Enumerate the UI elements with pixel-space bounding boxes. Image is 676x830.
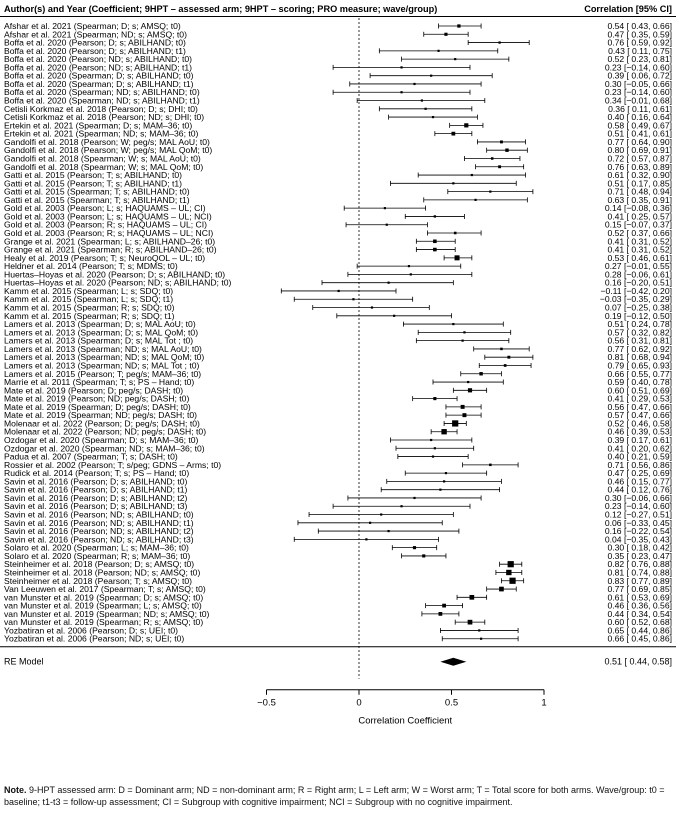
study-ci-text: 0.27 [−0.01, 0.55] [604,261,672,272]
study-ci-text: 0.23 [−0.14, 0.60] [604,62,672,73]
study-label: Rudick et al. 2014 (Pearson; T; s; PS – Hand; t0) [4,468,190,479]
study-label: Savin et al. 2016 (Pearson; ND; s; ABILHAND; t2) [4,526,194,537]
x-tick-label: −0.5 [257,697,276,709]
study-ci-text: 0.15 [−0.07, 0.37] [604,219,672,230]
point-estimate [462,413,466,417]
note-prefix: Note. [4,785,27,795]
point-estimate [430,439,432,441]
study-label: Huertas–Hoyas et al. 2020 (Pearson; ND; s; ABILHAND; t0) [4,277,232,288]
study-ci-text: 0.76 [ 0.63, 0.89] [607,161,672,172]
study-ci-text: 0.30 [−0.05, 0.66] [604,78,672,89]
point-estimate [400,66,402,68]
study-ci-text: 0.47 [ 0.25, 0.69] [607,468,672,479]
study-label: Savin et al. 2016 (Pearson; D; s; ABILHAND; t2) [4,492,188,503]
study-label: van Munster et al. 2019 (Spearman; ND; s; AMSQ; t0) [4,608,210,619]
point-estimate [457,24,460,27]
point-estimate [451,132,455,136]
point-estimate [464,123,468,127]
study-ci-text: 0.41 [ 0.29, 0.53] [607,393,672,404]
study-label: Gandolfi et al. 2018 (Spearman; W; s; MAL AoU; t0) [4,153,201,164]
study-label: Solaro et al. 2020 (Spearman; R; s; MAM–36; t0) [4,550,191,561]
point-estimate [380,513,382,515]
point-estimate [388,530,390,532]
study-ci-text: 0.57 [ 0.47, 0.66] [607,410,672,421]
study-ci-text: 0.63 [ 0.35, 0.91] [607,194,672,205]
study-label: Boffa et al. 2020 (Pearson; ND; s; ABILHAND; t1) [4,62,193,73]
point-estimate [500,140,503,143]
study-label: Mate et al. 2019 (Spearman; D; peg/s; DASH; t0) [4,401,191,412]
study-label: Lamers et al. 2013 (Spearman; D; s; MAL Tot ; t0) [4,335,194,346]
point-estimate [455,255,460,260]
point-estimate [452,323,454,325]
study-label: Gandolfi et al. 2018 (Pearson; W; peg/s; MAL AoU; t0) [4,136,210,147]
summary-ci-text: 0.51 [ 0.44, 0.58] [604,656,672,667]
study-label: Ertekin et al. 2021 (Spearman; ND; s; MAM–36; t0) [4,128,199,139]
study-label: Boffa et al. 2020 (Pearson; ND; s; ABILHAND; t0) [4,54,193,65]
point-estimate [504,364,507,367]
point-estimate [462,340,464,342]
study-ci-text: 0.81 [ 0.68, 0.94] [607,352,672,363]
point-estimate [444,33,447,36]
point-estimate [506,570,511,575]
study-ci-text: 0.60 [ 0.52, 0.68] [607,617,672,628]
study-label: Huertas–Hoyas et al. 2020 (Pearson; D; s; ABILHAND; t0) [4,269,226,280]
x-axis-label: Correlation Coefficient [358,715,453,727]
study-ci-text: 0.81 [ 0.74, 0.88] [607,567,672,578]
study-ci-text: 0.06 [−0.33, 0.45] [604,517,672,528]
study-ci-text: 0.66 [ 0.45, 0.86] [607,633,672,644]
study-ci-text: 0.71 [ 0.56, 0.86] [607,459,672,470]
study-ci-text: 0.41 [ 0.25, 0.57] [607,211,672,222]
point-estimate [432,455,434,457]
point-estimate [454,58,456,60]
study-label: Boffa et al. 2020 (Spearman; ND; s; ABILHAND; t1) [4,95,200,106]
study-label: Gold et al. 2003 (Pearson; R; s; HAQUAMS – UL; CI) [4,219,207,230]
study-label: Steinheimer et al. 2018 (Pearson; ND; s; AMSQ; t0) [4,567,201,578]
study-ci-text: 0.44 [ 0.12, 0.76] [607,484,672,495]
point-estimate [421,99,423,101]
point-estimate [413,83,415,85]
study-label: Ozdogar et al. 2020 (Spearman; ND; s; MAM–36; t0) [4,443,205,454]
study-label: Molenaar et al. 2022 (Pearson; D; peg/s; DASH; t0) [4,418,200,429]
study-label: van Munster et al. 2019 (Spearman; R; s; AMSQ; t0) [4,617,204,628]
study-ci-text: 0.58 [ 0.49, 0.67] [607,120,672,131]
point-estimate [413,497,415,499]
point-estimate [410,273,412,275]
study-ci-text: 0.71 [ 0.48, 0.94] [607,186,672,197]
point-estimate [452,182,454,184]
study-ci-text: 0.35 [ 0.23, 0.47] [607,550,672,561]
study-ci-text: 0.07 [−0.25, 0.38] [604,302,672,313]
point-estimate [508,561,514,567]
study-label: Kamm et al. 2015 (Spearman; R; s; SDQ; t0) [4,302,175,313]
study-ci-text: 0.46 [ 0.15, 0.77] [607,476,672,487]
study-label: Afshar et al. 2021 (Spearman; D; s; AMSQ; t0) [4,21,181,31]
point-estimate [468,620,473,625]
study-ci-text: 0.77 [ 0.62, 0.92] [607,343,672,354]
point-estimate [470,595,475,600]
x-axis-ticks [257,690,547,709]
study-ci-text: 0.12 [−0.27, 0.51] [604,509,672,520]
study-ci-text: 0.16 [−0.22, 0.54] [604,526,672,537]
study-label: Marrie et al. 2011 (Spearman; T; s; PS – Hand; t0) [4,377,195,388]
study-ci-text: 0.60 [ 0.51, 0.69] [607,385,672,396]
study-label: Yozbatiran et al. 2006 (Pearson; D; s; UEI; t0) [4,625,179,636]
study-label: Steinheimer et al. 2018 (Pearson; D; s; AMSQ; t0) [4,559,195,570]
point-estimate [439,612,443,616]
study-rows [4,21,672,644]
study-label: Gatti et al. 2015 (Pearson; T; s; ABILHAND; t1) [4,178,183,189]
study-ci-text: 0.66 [ 0.55, 0.77] [607,368,672,379]
study-ci-text: 0.77 [ 0.69, 0.85] [607,584,672,595]
study-ci-text: 0.53 [ 0.46, 0.61] [607,252,672,263]
study-label: Boffa et al. 2020 (Spearman; ND; s; ABILHAND; t0) [4,87,200,98]
x-axis [257,690,547,727]
study-label: Healy et al. 2019 (Pearson; T; s; NeuroQOL – UL; t0) [4,252,206,263]
study-ci-text: 0.36 [ 0.11, 0.61] [608,103,672,114]
study-ci-text: 0.40 [ 0.16, 0.64] [607,112,672,123]
study-ci-text: 0.14 [−0.08, 0.36] [604,203,672,214]
study-label: Kamm et al. 2015 (Spearman; L; s; SDQ; t0) [4,285,174,296]
study-label: Lamers et al. 2013 (Spearman; ND; s; MAL AoU; t0) [4,343,202,354]
point-estimate [352,298,354,300]
study-label: Lamers et al. 2015 (Pearson; T; peg/s; MAM–36; t0) [4,368,202,379]
point-estimate [400,505,402,507]
study-ci-text: 0.04 [−0.35, 0.43] [604,534,672,545]
study-label: Gatti et al. 2015 (Spearman; T; s; ABILHAND; t1) [4,194,190,205]
point-estimate [425,108,427,110]
study-label: Savin et al. 2016 (Pearson; ND; s; ABILHAND; t0) [4,509,194,520]
study-ci-text: 0.40 [ 0.21, 0.59] [607,451,672,462]
study-label: Mate et al. 2019 (Pearson; D; peg/s; DASH; t0) [4,385,184,396]
point-estimate [439,489,441,491]
study-ci-text: 0.30 [ 0.18, 0.42] [607,542,672,553]
study-ci-text: 0.46 [ 0.36, 0.56] [607,600,672,611]
summary-label: RE Model [4,656,44,667]
study-label: Lamers et al. 2013 (Spearman; D; s; MAL AoU; t0) [4,319,196,330]
study-ci-text: 0.23 [−0.14, 0.60] [604,501,672,512]
study-ci-text: 0.16 [−0.20, 0.51] [604,277,672,288]
study-label: Ertekin et al. 2021 (Spearman; D; s; MAM–36; t0) [4,120,193,131]
study-label: Steinheimer et al. 2018 (Pearson; T; s; AMSQ; t0) [4,575,193,586]
study-label: Boffa et al. 2020 (Spearman; D; s; ABILHAND; t1) [4,78,194,89]
study-ci-text: 0.79 [ 0.65, 0.93] [607,360,672,371]
study-ci-text: 0.44 [ 0.34, 0.54] [607,608,672,619]
study-label: Savin et al. 2016 (Pearson; D; s; ABILHAND; t3) [4,501,188,512]
point-estimate [468,388,472,392]
study-label: Gatti et al. 2015 (Pearson; T; s; ABILHAND; t0) [4,170,183,181]
point-estimate [384,207,386,209]
study-ci-text: 0.61 [ 0.32, 0.90] [607,170,672,181]
point-estimate [400,91,402,93]
study-label: Lamers et al. 2013 (Spearman; D; s; MAL QoM; t0) [4,327,199,338]
point-estimate [467,381,469,383]
study-ci-text: 0.52 [ 0.46, 0.58] [607,418,672,429]
study-label: Kamm et al. 2015 (Spearman; L; s; SDQ; t1) [4,294,174,305]
point-estimate [365,538,367,540]
plot-header [0,4,676,17]
study-ci-text: 0.34 [−0.01, 0.68] [604,95,672,106]
study-label: Lamers et al. 2013 (Spearman; ND; s; MAL Tot ; t0) [4,360,200,371]
point-estimate [433,248,437,252]
study-label: Gatti et al. 2015 (Spearman; T; s; ABILHAND; t0) [4,186,190,197]
header-right: Correlation [95% CI] [584,4,672,14]
study-ci-text: 0.41 [ 0.31, 0.52] [607,244,672,255]
point-estimate [445,472,447,474]
study-ci-text: 0.46 [ 0.39, 0.53] [607,426,672,437]
study-ci-text: 0.59 [ 0.40, 0.78] [607,377,672,388]
study-label: Grange et al. 2021 (Spearman; R; s; ABILHAND–26; t0) [4,244,217,255]
study-label: Kamm et al. 2015 (Spearman; R; s; SDQ; t1) [4,310,175,321]
point-estimate [441,429,446,434]
study-label: Cetisli Korkmaz et al. 2018 (Pearson; ND; s; DHI; t0) [4,112,205,123]
study-ci-text: 0.47 [ 0.35, 0.59] [607,29,672,40]
point-estimate [478,629,480,631]
point-estimate [433,397,436,400]
figure-note [4,784,672,808]
study-ci-text: 0.30 [−0.06, 0.66] [604,492,672,503]
study-ci-text: 0.52 [ 0.37, 0.66] [607,228,672,238]
point-estimate [479,372,482,375]
study-label: Gandolfi et al. 2018 (Pearson; W; peg/s; MAL QoM; t0) [4,145,213,156]
study-label: van Munster et al. 2019 (Spearman; D; s; AMSQ; t0) [4,592,204,603]
study-ci-text: 0.41 [ 0.20, 0.62] [607,443,672,454]
summary-diamond [440,658,466,666]
study-ci-text: 0.39 [ 0.17, 0.61] [607,435,672,445]
study-ci-text: 0.54 [ 0.43, 0.66] [607,21,672,31]
study-label: Savin et al. 2016 (Pearson; D; s; ABILHAND; t1) [4,484,188,495]
study-ci-text: 0.52 [ 0.23, 0.81] [607,54,672,65]
study-label: Lamers et al. 2013 (Spearman; ND; s; MAL QoM; t0) [4,352,205,363]
study-ci-text: 0.82 [ 0.76, 0.88] [607,559,672,570]
point-estimate [422,554,425,557]
point-estimate [369,522,371,524]
x-tick-label: 1 [541,697,547,709]
study-ci-text: 0.43 [ 0.11, 0.75] [608,45,672,56]
study-label: Yozbatiran et al. 2006 (Pearson; ND; s; UEI; t0) [4,633,185,644]
point-estimate [498,165,501,168]
study-label: Van Leeuwen et al. 2017 (Spearman; T; s; AMSQ; t0) [4,584,206,595]
study-label: van Munster et al. 2019 (Spearman; L; s; AMSQ; t0) [4,600,202,611]
study-ci-text: 0.41 [ 0.31, 0.52] [607,236,672,247]
point-estimate [505,148,508,151]
study-ci-text: −0.11 [−0.42, 0.20] [600,285,672,296]
summary-row [4,657,672,667]
study-ci-text: 0.39 [ 0.06, 0.72] [607,70,672,81]
study-label: Mate et al. 2019 (Spearman; ND; peg/s; DASH; t0) [4,410,197,421]
study-label: Cetisli Korkmaz et al. 2018 (Pearson; D; s; DHI; t0) [4,103,198,114]
x-tick-label: 0 [356,697,362,709]
study-ci-text: 0.61 [ 0.53, 0.69] [607,592,672,603]
study-ci-text: 0.56 [ 0.31, 0.81] [607,335,672,346]
study-label: Rossier et al. 2002 (Pearson; T; s/peg; GDNS – Arms; t0) [4,459,222,470]
study-label: Solaro et al. 2020 (Spearman; L; s; MAM–36; t0) [4,542,189,553]
study-label: Savin et al. 2016 (Pearson; ND; s; ABILHAND; t3) [4,534,194,545]
point-estimate [432,116,434,118]
point-estimate [474,199,476,201]
study-ci-text: 0.51 [ 0.17, 0.85] [607,178,672,189]
study-ci-text: −0.03 [−0.35, 0.29] [599,294,672,305]
study-label: Afshar et al. 2021 (Spearman; ND; s; AMSQ; t0) [4,29,187,40]
study-label: Gandolfi et al. 2018 (Spearman; W; s; MAL QoM; t0) [4,161,204,172]
study-label: Boffa et al. 2020 (Spearman; D; s; ABILHAND; t0) [4,70,194,81]
point-estimate [437,50,439,52]
point-estimate [471,174,473,176]
point-estimate [499,587,504,592]
study-ci-text: 0.28 [−0.06, 0.61] [604,269,672,280]
study-ci-text: 0.80 [ 0.69, 0.91] [607,145,672,156]
study-ci-text: 0.56 [ 0.47, 0.66] [607,401,672,412]
study-ci-text: 0.72 [ 0.57, 0.87] [607,153,672,164]
point-estimate [443,480,445,482]
study-label: Gold et al. 2003 (Pearson; L; s; HAQUAMS – UL; CI) [4,203,206,214]
study-ci-text: 0.23 [−0.14, 0.60] [604,87,672,98]
point-estimate [433,239,437,243]
point-estimate [371,306,373,308]
point-estimate [434,447,436,449]
study-label: Heldner et al. 2014 (Pearson; T; s; MDMS; t0) [4,261,178,272]
study-label: Boffa et al. 2020 (Pearson; D; s; ABILHAND; t0) [4,37,186,48]
study-label: Mate et al. 2019 (Pearson; ND; peg/s; DASH; t0) [4,393,190,404]
point-estimate [452,420,458,426]
study-ci-text: 0.65 [ 0.44, 0.86] [607,625,672,636]
study-ci-text: 0.83 [ 0.77, 0.89] [607,575,672,586]
study-label: Gold et al. 2003 (Pearson; L; s; HAQUAMS – UL; NCI) [4,211,212,222]
point-estimate [338,290,340,292]
study-ci-text: 0.76 [ 0.59, 0.92] [607,37,672,48]
point-estimate [454,232,457,235]
point-estimate [507,356,510,359]
point-estimate [413,546,416,549]
point-estimate [489,191,491,193]
study-label: Padua et al. 2007 (Spearman; T; s; DASH; t0) [4,451,178,462]
point-estimate [434,215,436,217]
point-estimate [388,282,390,284]
study-label: Savin et al. 2016 (Pearson; ND; s; ABILHAND; t1) [4,517,194,528]
study-ci-text: 0.51 [ 0.24, 0.78] [607,319,672,330]
point-estimate [461,405,465,409]
point-estimate [489,464,492,467]
study-label: Gold et al. 2003 (Pearson; R; s; HAQUAMS – UL; NCI) [4,228,214,238]
study-ci-text: 0.57 [ 0.32, 0.82] [607,327,672,338]
study-label: Ozdogar et al. 2020 (Spearman; D; s; MAM–36; t0) [4,435,199,445]
note-text: 9-HPT assessed arm: D = Dominant arm; ND = non-dominant arm; R = Right arm; L = Left arm; W = Worst arm; T = Total score for both arms. Wave/group: t0 = baseline; t1-t3 = follow-up assessment; CI = Subgroup with cognitive impairment; NCI = Subgroup with no cognitive impairment. [4,785,665,807]
point-estimate [498,41,500,43]
study-ci-text: 0.19 [−0.12, 0.50] [604,310,672,321]
point-estimate [442,604,446,608]
header-left: Author(s) and Year (Coefficient; 9HPT – assessed arm; 9HPT – scoring; PRO measure; wave/group) [4,4,438,14]
study-ci-text: 0.51 [ 0.41, 0.61] [607,128,672,139]
point-estimate [509,578,515,584]
point-estimate [386,224,388,226]
point-estimate [480,638,482,640]
point-estimate [408,265,410,267]
point-estimate [491,157,494,160]
point-estimate [430,75,432,77]
study-row [4,634,672,644]
study-label: Boffa et al. 2020 (Pearson; D; s; ABILHAND; t1) [4,45,186,56]
study-ci-text: 0.77 [ 0.64, 0.90] [607,136,672,147]
point-estimate [393,315,395,317]
point-estimate [463,331,465,333]
point-estimate [500,348,503,351]
study-label: Grange et al. 2021 (Spearman; L; s; ABILHAND–26; t0) [4,236,216,247]
x-tick-label: 0.5 [444,697,459,709]
study-label: Molenaar et al. 2022 (Pearson; ND; peg/s; DASH; t0) [4,426,207,437]
study-label: Savin et al. 2016 (Pearson; D; s; ABILHAND; t0) [4,476,188,487]
